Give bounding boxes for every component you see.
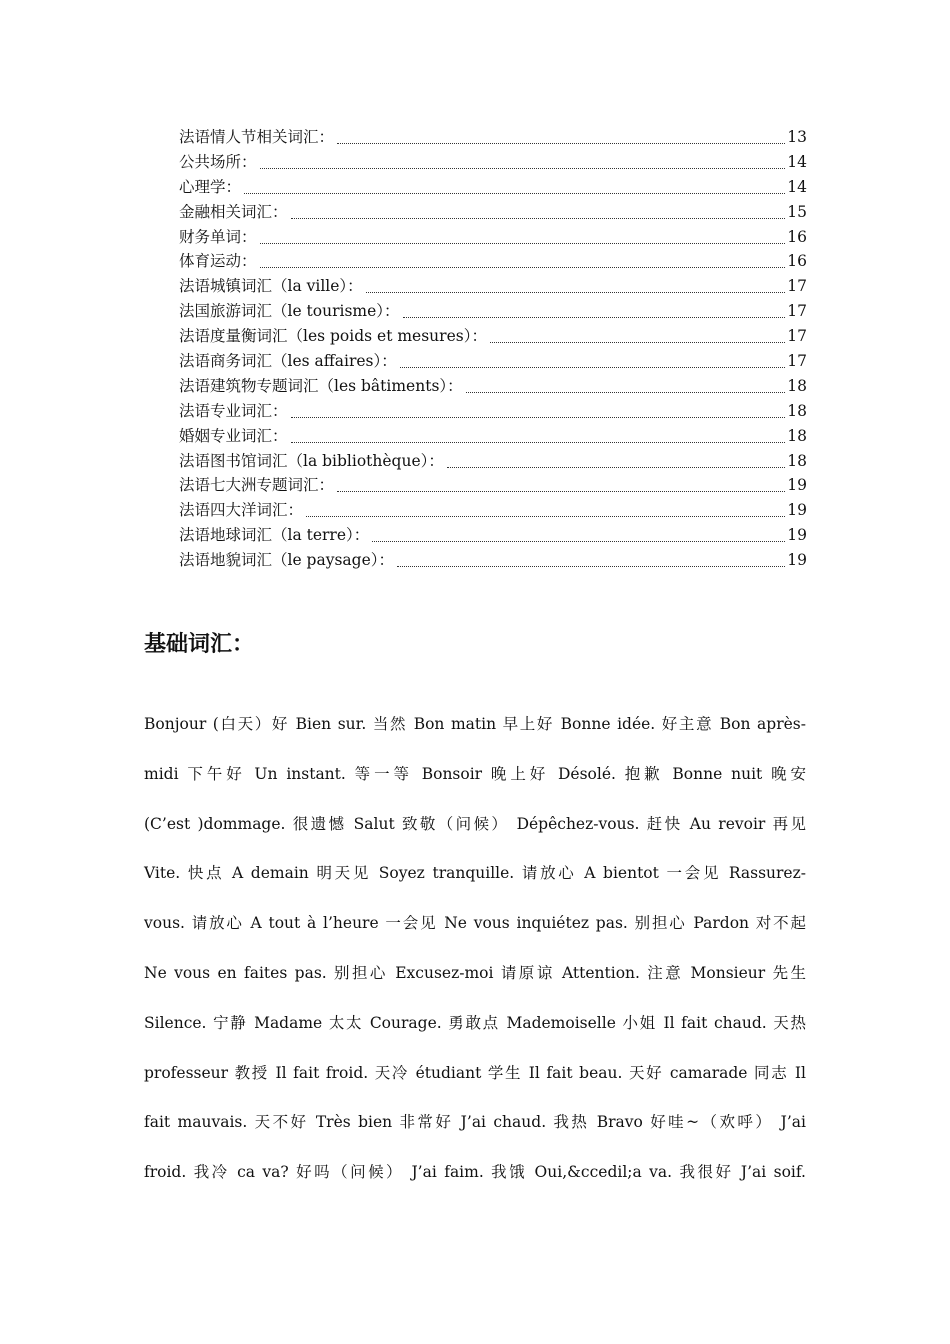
toc-entry-title: 法语地貌词汇（le paysage）： (179, 551, 395, 570)
toc-entry-page: 17 (787, 352, 807, 371)
paragraph-line: (C’est )dommage. 很遗憾 Salut 致敬（问候） Dépêchez-vous. 赶快 Au revoir 再见 (144, 814, 806, 833)
toc-entry[interactable] (179, 548, 807, 573)
toc-entry-page: 19 (787, 526, 807, 545)
toc-entry[interactable] (179, 324, 807, 349)
toc-dot-leader (372, 541, 785, 542)
toc-entry[interactable] (179, 200, 807, 225)
toc-entry-page: 16 (787, 252, 807, 271)
toc-entry-title: 体育运动： (179, 252, 257, 271)
toc-entry[interactable] (179, 473, 807, 498)
toc-entry-title: 法语情人节相关词汇： (179, 128, 335, 146)
toc-dot-leader (306, 516, 785, 517)
toc-entry[interactable] (179, 274, 807, 299)
toc-entry-page: 16 (787, 227, 807, 246)
paragraph-line: professeur 教授 Il fait froid. 天冷 étudiant 学生 Il fait beau. 天好 camarade 同志 Il (144, 1063, 806, 1082)
toc-entry-title: 法语商务词汇（les affaires）： (179, 352, 397, 371)
toc-dot-leader (400, 367, 785, 368)
paragraph-line: Silence. 宁静 Madame 太太 Courage. 勇敢点 Mademoiselle 小姐 Il fait chaud. 天热 (144, 1013, 806, 1032)
paragraph-line: midi 下午好 Un instant. 等一等 Bonsoir 晚上好 Désolé. 抱歉 Bonne nuit 晚安 (144, 764, 806, 783)
toc-entry-page: 17 (787, 327, 807, 346)
toc-entry[interactable] (179, 150, 807, 175)
toc-dot-leader (260, 267, 785, 268)
toc-entry-title: 法语四大洋词汇： (179, 501, 304, 520)
table-of-contents (179, 125, 807, 573)
toc-dot-leader (337, 143, 785, 144)
toc-dot-leader (260, 243, 785, 244)
paragraph-line: Vite. 快点 A demain 明天见 Soyez tranquille. 请放心 A bientot 一会见 Rassurez- (144, 864, 806, 883)
toc-entry-page: 18 (787, 376, 807, 395)
toc-dot-leader (291, 442, 785, 443)
vocabulary-paragraph (144, 700, 806, 1198)
toc-dot-leader (337, 491, 785, 492)
toc-entry[interactable] (179, 249, 807, 274)
toc-entry-title: 公共场所： (179, 152, 257, 171)
toc-dot-leader (260, 168, 785, 169)
toc-entry[interactable] (179, 498, 807, 523)
paragraph-line: Ne vous en faites pas. 别担心 Excusez-moi 请原谅 Attention. 注意 Monsieur 先生 (144, 963, 806, 982)
toc-dot-leader (466, 392, 785, 393)
toc-entry-page: 18 (787, 401, 807, 420)
toc-entry-page: 18 (787, 451, 807, 470)
toc-entry-page: 14 (787, 152, 807, 171)
paragraph-line: vous. 请放心 A tout à l’heure 一会见 Ne vous inquiétez pas. 别担心 Pardon 对不起 (144, 914, 806, 933)
paragraph-line: Bonjour (白天）好 Bien sur. 当然 Bon matin 早上好 Bonne idée. 好主意 Bon après- (144, 715, 806, 733)
toc-entry-page: 17 (787, 302, 807, 321)
toc-entry-title: 法国旅游词汇（le tourisme）： (179, 302, 400, 321)
toc-dot-leader (397, 566, 785, 567)
toc-entry-title: 婚姻专业词汇： (179, 426, 288, 445)
toc-dot-leader (490, 342, 785, 343)
toc-entry[interactable] (179, 349, 807, 374)
toc-entry-title: 心理学： (179, 177, 242, 196)
toc-dot-leader (403, 317, 785, 318)
toc-entry-page: 19 (787, 476, 807, 495)
toc-entry-title: 法语城镇词汇（la ville）： (179, 277, 363, 296)
toc-dot-leader (244, 193, 785, 194)
toc-dot-leader (291, 417, 785, 418)
toc-entry-title: 法语建筑物专题词汇（les bâtiments）： (179, 376, 463, 395)
toc-entry[interactable] (179, 299, 807, 324)
toc-entry-title: 财务单词： (179, 227, 257, 246)
paragraph-line: fait mauvais. 天不好 Très bien 非常好 J’ai chaud. 我热 Bravo 好哇~（欢呼） J’ai (144, 1113, 806, 1132)
toc-entry[interactable] (179, 424, 807, 449)
toc-entry-page: 18 (787, 426, 807, 445)
toc-entry-title: 法语地球词汇（la terre）： (179, 526, 370, 545)
toc-entry[interactable] (179, 374, 807, 399)
toc-entry-page: 19 (787, 501, 807, 520)
toc-entry[interactable] (179, 399, 807, 424)
toc-entry-page: 13 (787, 128, 807, 146)
toc-entry[interactable] (179, 125, 807, 150)
toc-entry-title: 金融相关词汇： (179, 202, 288, 221)
toc-dot-leader (291, 218, 785, 219)
toc-entry-page: 19 (787, 551, 807, 570)
toc-entry-page: 15 (787, 202, 807, 221)
toc-entry-page: 17 (787, 277, 807, 296)
toc-entry-page: 14 (787, 177, 807, 196)
toc-entry-title: 法语专业词汇： (179, 401, 288, 420)
toc-entry[interactable] (179, 449, 807, 474)
toc-entry[interactable] (179, 175, 807, 200)
toc-dot-leader (447, 467, 785, 468)
toc-entry-title: 法语七大洲专题词汇： (179, 476, 335, 495)
toc-entry-title: 法语图书馆词汇（la bibliothèque）： (179, 451, 444, 470)
toc-entry-title: 法语度量衡词汇（les poids et mesures）： (179, 327, 487, 346)
paragraph-line: froid. 我冷 ca va? 好吗（问候） J’ai faim. 我饿 Oui,&ccedil;a va. 我很好 J’ai soif. (144, 1163, 806, 1182)
toc-entry[interactable] (179, 523, 807, 548)
toc-dot-leader (366, 292, 785, 293)
section-heading: 基础词汇： (144, 632, 255, 657)
toc-entry[interactable] (179, 225, 807, 250)
